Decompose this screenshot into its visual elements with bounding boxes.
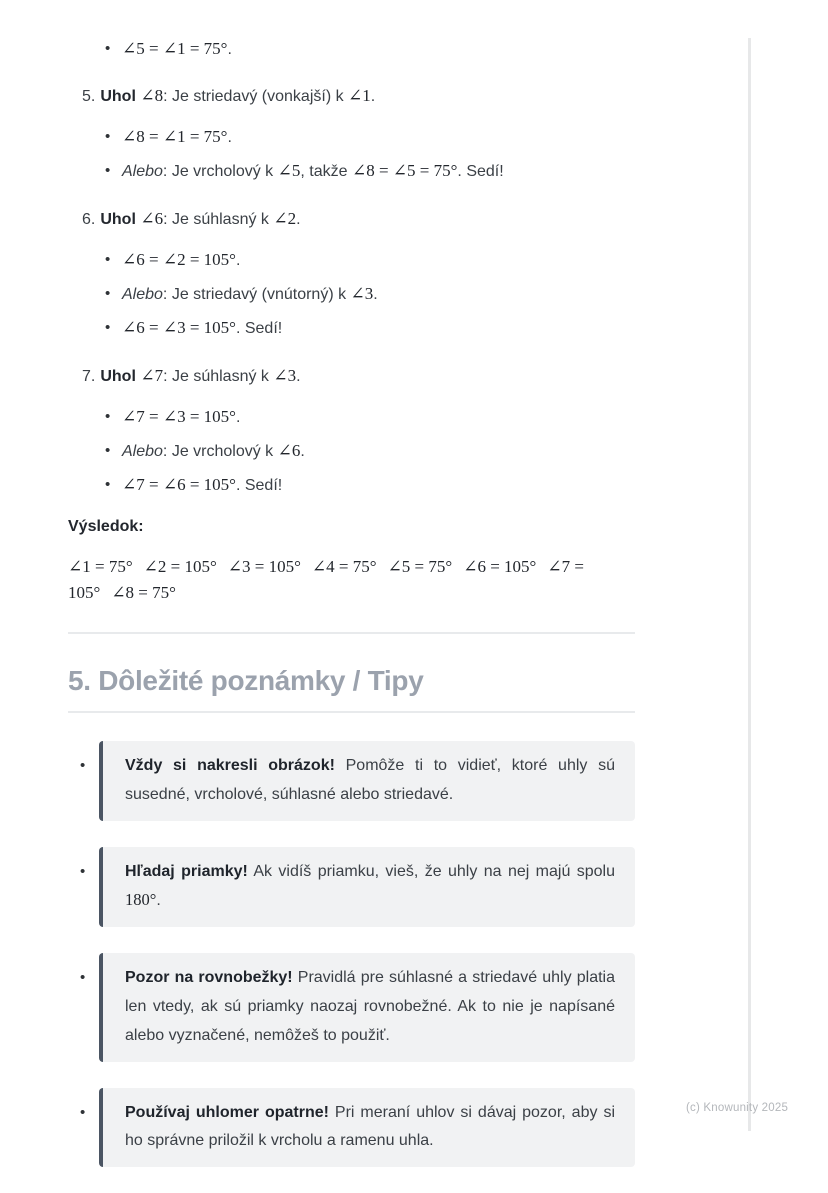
- text-segment: ∠6 = 105°: [463, 557, 537, 576]
- bullet-icon: •: [80, 862, 86, 880]
- text-segment: Uhol: [100, 88, 141, 105]
- bullet-icon: •: [80, 969, 86, 987]
- text-segment: ∠2 = 105°: [143, 557, 217, 576]
- text-segment: ∠6 = ∠3 = 105°: [122, 318, 236, 337]
- bullet-icon: •: [105, 128, 111, 145]
- text-segment: ∠7 = ∠6 = 105°: [122, 475, 236, 494]
- bullet-icon: •: [105, 40, 111, 57]
- text-segment: ∠6 = ∠2 = 105°: [122, 250, 236, 269]
- text-segment: : Je súhlasný k: [163, 368, 274, 385]
- list-item: [68, 247, 635, 273]
- numbered-item-title: [68, 206, 635, 232]
- text-segment: Uhol: [100, 211, 141, 228]
- text-segment: ∠3: [273, 366, 297, 385]
- text-segment: ∠8 = ∠1 = 75°: [122, 127, 228, 146]
- tips-list: [68, 741, 635, 1167]
- numbered-item-text: [100, 368, 300, 385]
- text-segment: ∠4 = 75°: [311, 557, 377, 576]
- text-segment: .: [235, 409, 241, 426]
- numbered-item-title: [68, 83, 635, 109]
- bullet-icon: •: [105, 408, 111, 425]
- text-segment: 180°: [125, 890, 157, 910]
- bullet-icon: •: [105, 285, 111, 302]
- bullet-icon: •: [105, 476, 111, 493]
- text-segment: : Je vrcholový k: [162, 443, 278, 460]
- list-item-text: [122, 409, 240, 426]
- bullet-icon: •: [105, 251, 111, 268]
- content-column: [68, 0, 635, 1193]
- text-segment: .: [235, 252, 241, 269]
- text-segment: Pozor na rovnobežky!: [125, 969, 293, 987]
- text-segment: .: [296, 211, 301, 228]
- tip-callout: [99, 847, 635, 928]
- text-segment: Používaj uhlomer opatrne!: [125, 1103, 329, 1121]
- text-segment: : Je striedavý (vonkajší) k: [163, 88, 349, 105]
- text-segment: .: [370, 88, 376, 105]
- text-segment: Hľadaj priamky!: [125, 862, 248, 880]
- bullet-icon: •: [105, 442, 111, 459]
- tip-callout: [99, 953, 635, 1061]
- list-item: [68, 36, 635, 62]
- text-segment: Vždy si nakresli obrázok!: [125, 757, 335, 774]
- tip-callout: [99, 741, 635, 821]
- list-item: [68, 404, 635, 430]
- text-segment: Ak vidíš priamku, vieš, že uhly na nej majú spolu: [247, 862, 616, 880]
- text-segment: .: [296, 368, 301, 385]
- list-item-text: [122, 129, 232, 146]
- text-segment: Uhol: [100, 368, 141, 385]
- tip-item: [68, 847, 635, 928]
- text-segment: : Je súhlasný k: [163, 211, 274, 228]
- text-segment: , takže: [300, 163, 352, 180]
- list-item: [68, 124, 635, 150]
- text-segment: ∠3 = 105°: [227, 557, 301, 576]
- text-segment: ∠7: [140, 366, 164, 385]
- bullet-icon: •: [80, 1103, 86, 1121]
- list-item: [68, 472, 635, 498]
- bullet-icon: •: [80, 757, 86, 774]
- page-edge-line: [748, 38, 751, 1131]
- section-divider: [68, 632, 635, 634]
- list-item-text: [122, 252, 240, 269]
- list-number: 6.: [82, 211, 96, 228]
- tip-item: [68, 953, 635, 1061]
- text-segment: Alebo: [122, 163, 163, 180]
- text-segment: ∠6: [140, 209, 164, 228]
- section-heading: 5. Dôležité poznámky / Tipy: [68, 661, 635, 713]
- text-segment: : Je striedavý (vnútorný) k: [162, 286, 351, 303]
- text-segment: . Sedí!: [235, 477, 283, 494]
- text-segment: ∠5: [277, 161, 301, 180]
- list-item-text: [122, 443, 305, 460]
- result-line: [68, 554, 635, 606]
- numbered-item-text: [100, 211, 300, 228]
- text-segment: ∠7 = 105°: [68, 557, 584, 602]
- bullet-icon: •: [105, 162, 111, 179]
- tip-item: [68, 741, 635, 821]
- numbered-item-text: [100, 88, 375, 105]
- bullet-icon: •: [105, 319, 111, 336]
- text-segment: ∠6: [277, 441, 301, 460]
- copyright-footer: (c) Knowunity 2025: [686, 1102, 789, 1114]
- text-segment: .: [156, 892, 161, 910]
- text-segment: .: [373, 286, 378, 303]
- text-segment: Alebo: [122, 286, 163, 303]
- text-segment: ∠8 = ∠5 = 75°: [351, 161, 458, 180]
- text-segment: .: [227, 129, 232, 146]
- text-segment: ∠2: [273, 209, 297, 228]
- list-item-text: [122, 286, 378, 303]
- list-item: [68, 281, 635, 307]
- tip-item: [68, 1088, 635, 1168]
- text-segment: .: [300, 443, 305, 460]
- text-segment: ∠3: [350, 284, 374, 303]
- text-segment: .: [227, 41, 232, 58]
- list-item-text: [122, 320, 282, 337]
- text-segment: Pravidlá pre súhlasné a striedavé uhly platia len vtedy, ak sú priamky naozaj rovnobežné. Ak to nie je napísané alebo vyznačené, nemôžeš to použiť.: [125, 969, 616, 1044]
- list-item: [68, 158, 635, 184]
- numbered-item-title: [68, 363, 635, 389]
- text-segment: Pomôže ti to vidieť, ktoré uhly sú susedné, vrcholové, súhlasné alebo striedavé.: [125, 757, 616, 803]
- text-segment: : Je vrcholový k: [162, 163, 278, 180]
- text-segment: ∠5 = ∠1 = 75°: [122, 39, 228, 58]
- text-segment: Pri meraní uhlov si dávaj pozor, aby si ho správne priložil k vrcholu a ramenu uhla.: [125, 1103, 615, 1150]
- text-segment: ∠7 = ∠3 = 105°: [122, 407, 236, 426]
- text-segment: ∠5 = 75°: [387, 557, 453, 576]
- list-number: 7.: [82, 368, 96, 385]
- list-number: 5.: [82, 88, 96, 105]
- text-segment: ∠1 = 75°: [68, 557, 133, 576]
- text-segment: Alebo: [122, 443, 163, 460]
- list-item-text: [122, 477, 282, 494]
- list-item-text: [122, 41, 232, 58]
- tip-callout: [99, 1088, 635, 1168]
- text-segment: . Sedí!: [235, 320, 283, 337]
- text-segment: ∠8 = 75°: [111, 583, 176, 602]
- text-segment: ∠8: [140, 86, 164, 105]
- list-item-text: [122, 163, 504, 180]
- list-item: [68, 315, 635, 341]
- result-heading: Výsledok:: [68, 518, 144, 535]
- list-item: [68, 438, 635, 464]
- text-segment: . Sedí!: [457, 163, 504, 180]
- text-segment: ∠1: [348, 86, 371, 105]
